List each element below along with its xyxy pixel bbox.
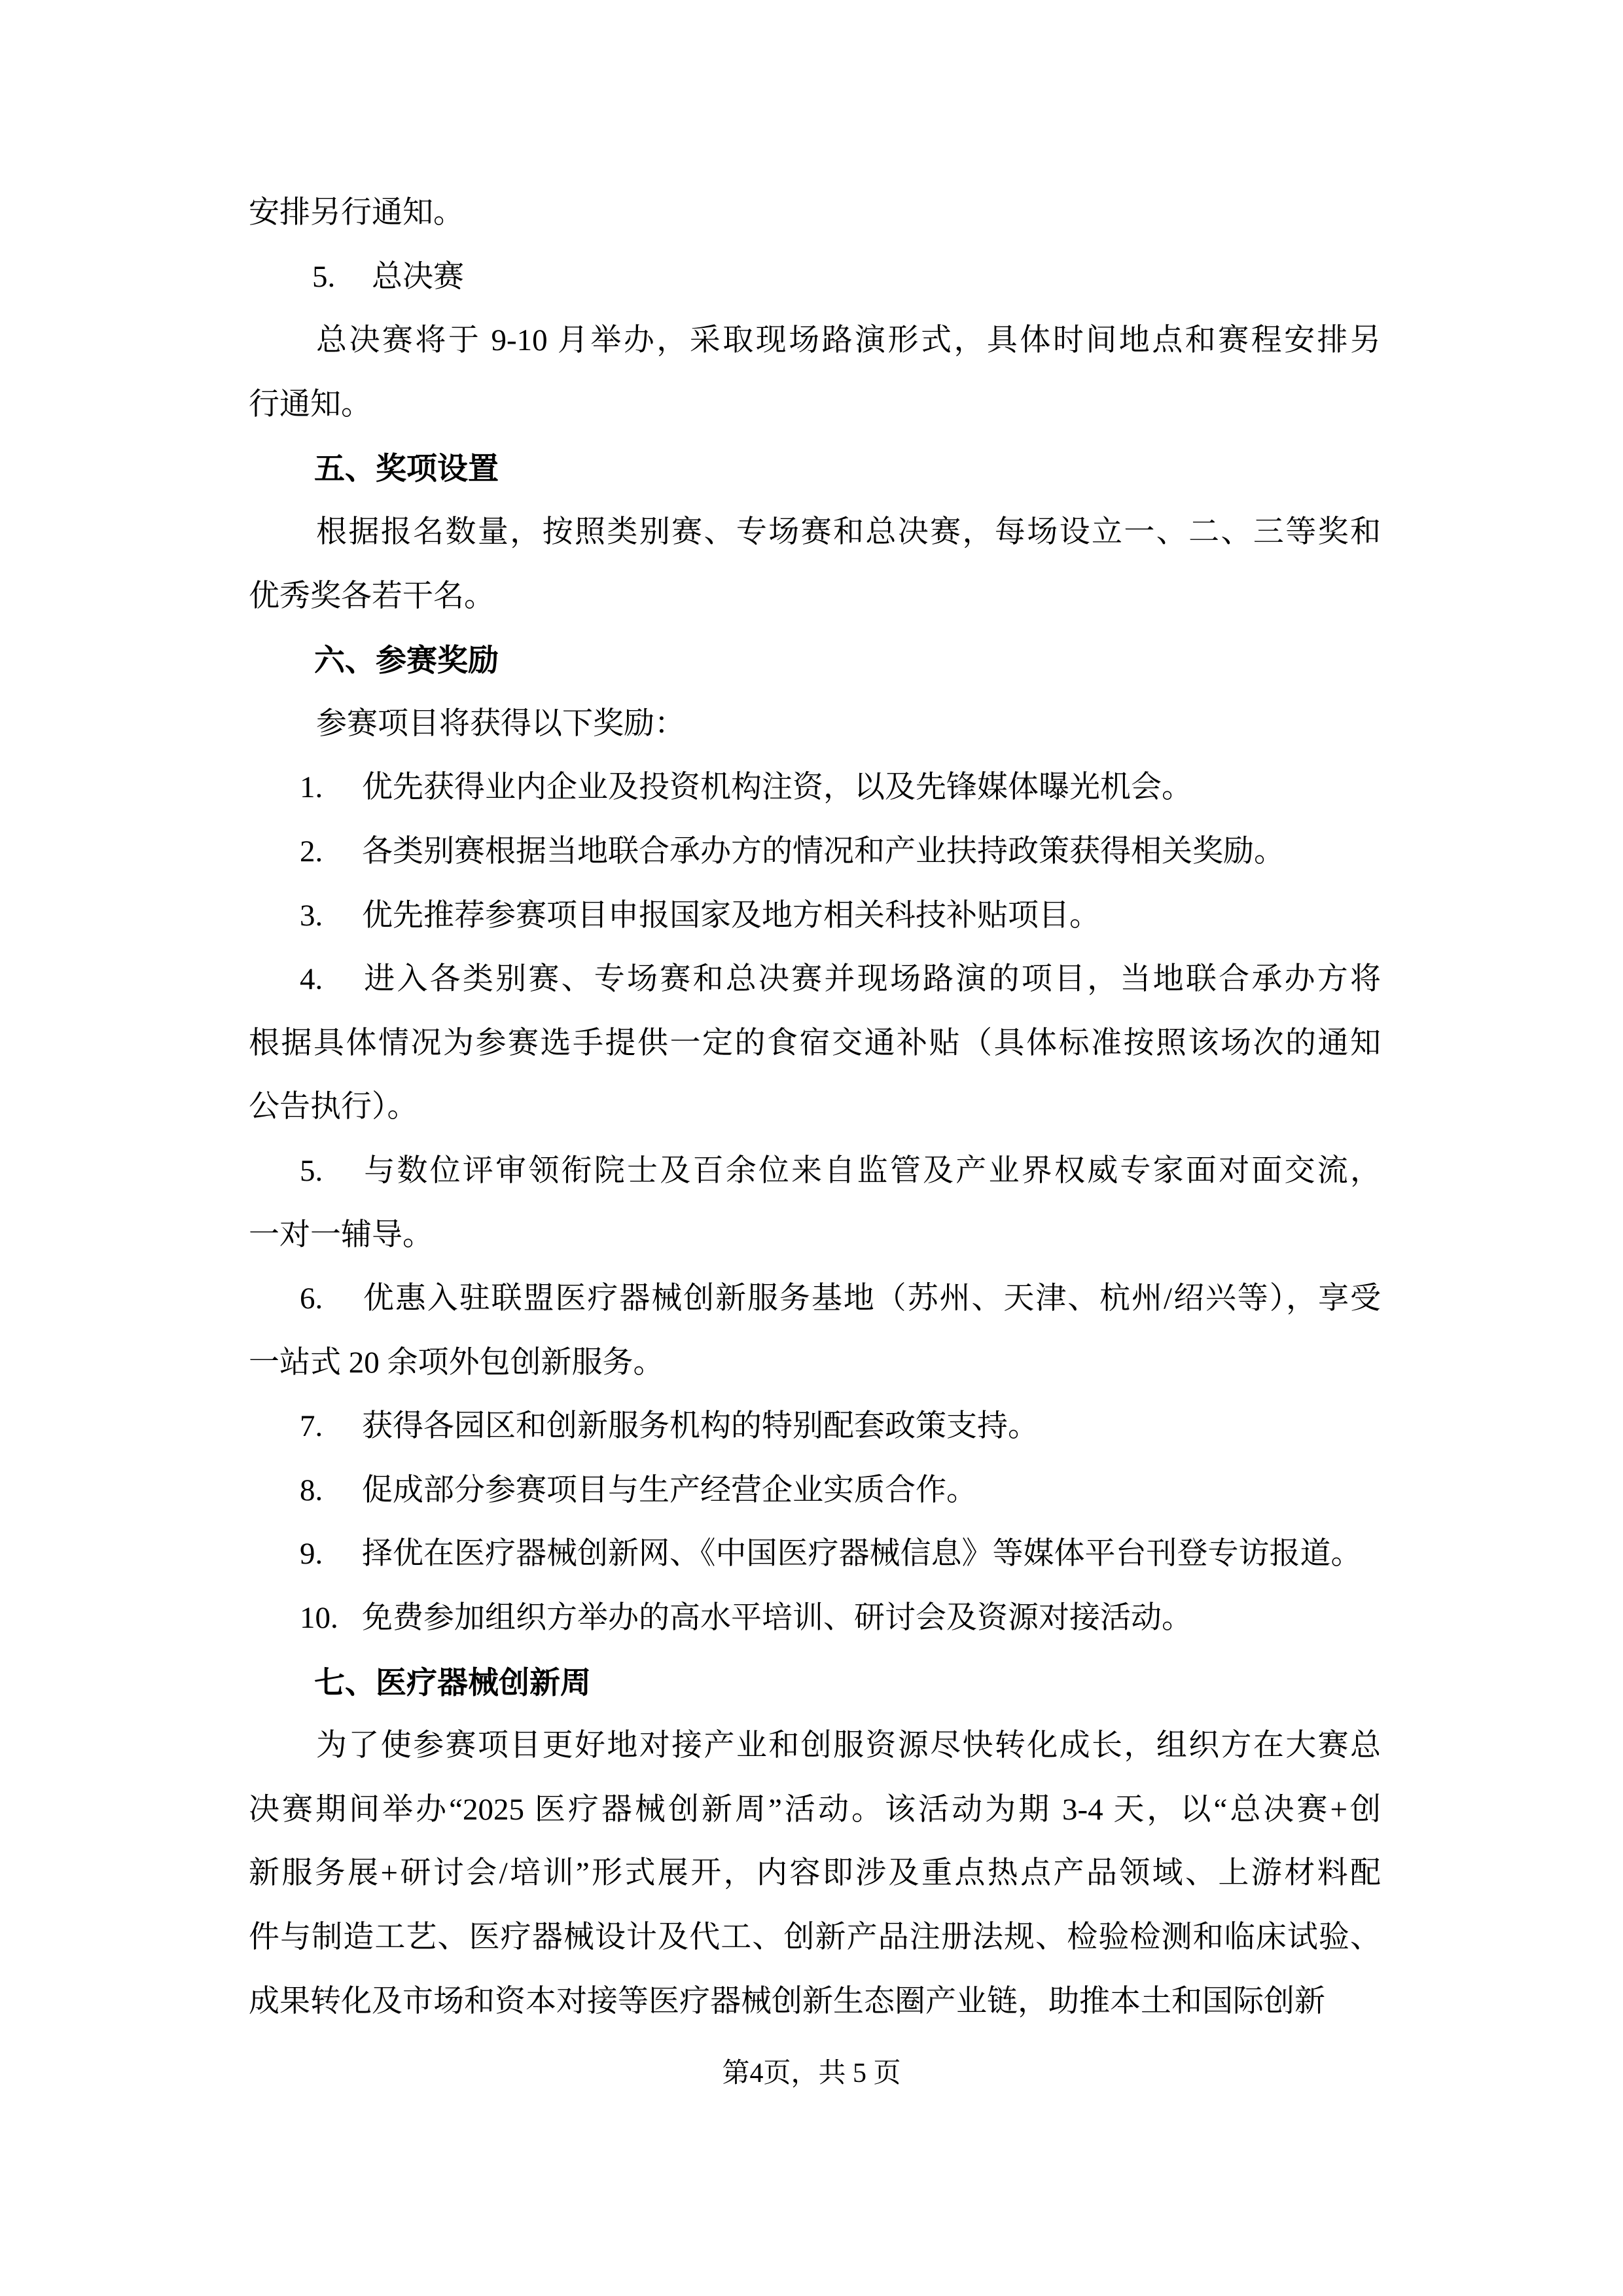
list-number: 6. bbox=[300, 1282, 323, 1316]
section-heading: 五、奖项设置 bbox=[314, 451, 499, 486]
paragraph-line: 根据具体情况为参赛选手提供一定的食宿交通补贴（具体标准按照该场次的通知 bbox=[249, 1026, 1381, 1060]
list-item: 1. 优先获得业内企业及投资机构注资，以及先锋媒体曝光机会。 bbox=[300, 756, 1381, 820]
paragraph-line: 决赛期间举办“2025 医疗器械创新周”活动。该活动为期 3-4 天，以“总决赛+创 bbox=[249, 1792, 1381, 1827]
list-item: 10. 免费参加组织方举办的高水平培训、研讨会及资源对接活动。 bbox=[300, 1587, 1381, 1651]
list-item: 4. 进入各类别赛、专场赛和总决赛并现场路演的项目，当地联合承办方将 bbox=[300, 948, 1381, 1012]
page-footer bbox=[0, 2055, 1623, 2092]
list-number: 1. bbox=[300, 770, 323, 805]
list-number: 5. bbox=[312, 259, 336, 294]
paragraph-line: 参赛项目将获得以下奖励： bbox=[316, 706, 685, 741]
list-number: 7. bbox=[300, 1409, 323, 1444]
list-number: 9. bbox=[300, 1537, 323, 1571]
list-number: 2. bbox=[300, 834, 323, 869]
paragraph-line: 安排另行通知。 bbox=[249, 196, 464, 230]
list-number: 4. bbox=[300, 962, 323, 997]
list-number: 10. bbox=[300, 1601, 338, 1636]
list-item: 8. 促成部分参赛项目与生产经营企业实质合作。 bbox=[300, 1459, 1381, 1523]
paragraph-line: 总决赛将于 9-10 月举办，采取现场路演形式，具体时间地点和赛程安排另 bbox=[316, 323, 1381, 358]
paragraph-line: 公告执行）。 bbox=[249, 1090, 418, 1124]
list-item: 5. 总决赛 bbox=[312, 245, 1381, 310]
list-number: 3. bbox=[300, 898, 323, 933]
paragraph-line: 行通知。 bbox=[249, 387, 372, 422]
paragraph-line: 一站式 20 余项外包创新服务。 bbox=[249, 1345, 664, 1380]
list-item: 2. 各类别赛根据当地联合承办方的情况和产业扶持政策获得相关奖励。 bbox=[300, 820, 1381, 884]
section-heading: 六、参赛奖励 bbox=[314, 643, 499, 678]
paragraph-line: 新服务展+研讨会/培训”形式展开，内容即涉及重点热点产品领域、上游材料配 bbox=[249, 1856, 1381, 1891]
list-item: 7. 获得各园区和创新服务机构的特别配套政策支持。 bbox=[300, 1395, 1381, 1459]
page-number: 第4页，共 5 页 bbox=[722, 2058, 901, 2089]
list-number: 5. bbox=[300, 1153, 323, 1188]
list-item: 6. 优惠入驻联盟医疗器械创新服务基地（苏州、天津、杭州/绍兴等），享受 bbox=[300, 1267, 1381, 1331]
paragraph-line: 根据报名数量，按照类别赛、专场赛和总决赛，每场设立一、二、三等奖和 bbox=[316, 514, 1381, 549]
list-item: 5. 与数位评审领衔院士及百余位来自监管及产业界权威专家面对面交流， bbox=[300, 1139, 1381, 1204]
paragraph-line: 为了使参赛项目更好地对接产业和创服资源尽快转化成长，组织方在大赛总 bbox=[316, 1729, 1381, 1763]
list-item: 3. 优先推荐参赛项目申报国家及地方相关科技补贴项目。 bbox=[300, 884, 1381, 948]
paragraph-line: 成果转化及市场和资本对接等医疗器械创新生态圈产业链，助推本土和国际创新 bbox=[249, 1984, 1325, 2018]
list-number: 8. bbox=[300, 1473, 323, 1507]
section-heading: 七、医疗器械创新周 bbox=[314, 1664, 591, 1700]
list-item: 9. 择优在医疗器械创新网、《中国医疗器械信息》等媒体平台刊登专访报道。 bbox=[300, 1522, 1381, 1587]
paragraph-line: 优秀奖各若干名。 bbox=[249, 579, 495, 613]
paragraph-line: 件与制造工艺、医疗器械设计及代工、创新产品注册法规、检验检测和临床试验、 bbox=[249, 1920, 1381, 1955]
document-content bbox=[249, 181, 1381, 2034]
paragraph-line: 一对一辅导。 bbox=[249, 1217, 433, 1252]
